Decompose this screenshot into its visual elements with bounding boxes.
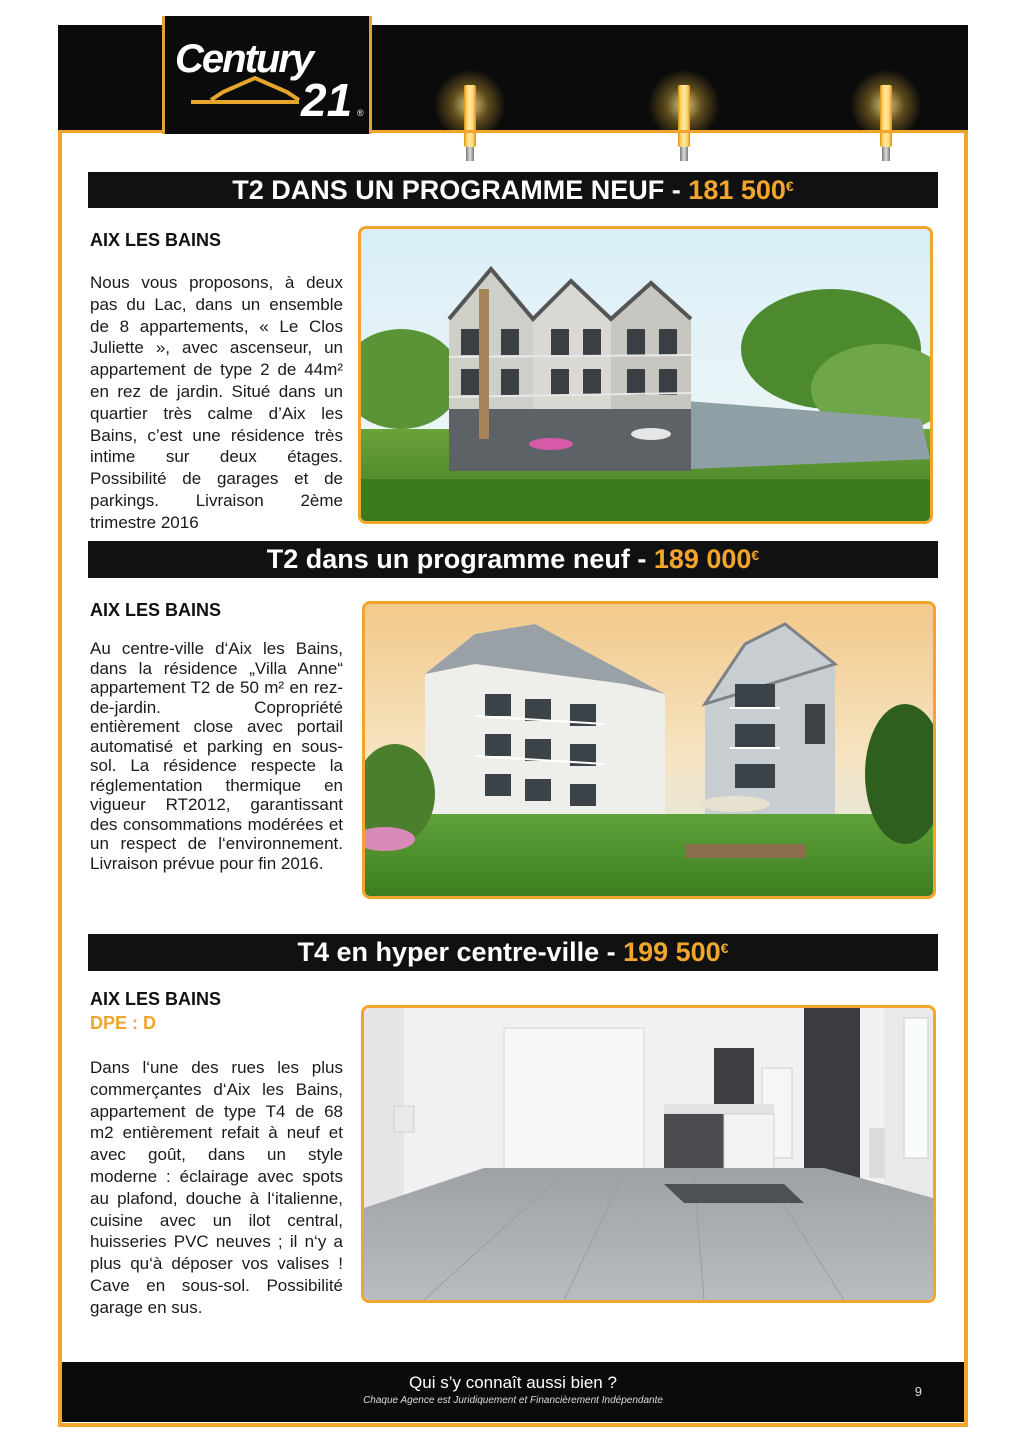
listing-title-bar — [88, 172, 938, 208]
page-number: 9 — [914, 1384, 922, 1399]
listing-photo-residence-villa-anne — [362, 601, 936, 899]
logo-name: Century — [175, 37, 313, 81]
listing-price: 189 000€ — [653, 544, 760, 574]
listing-photo-apartment-interior — [361, 1005, 936, 1303]
listing-photo-residence-le-clos-juliette — [358, 226, 933, 524]
lamp-decoration — [676, 77, 692, 169]
listing-description: Nous vous proposons, à deux pas du Lac, dans un ensemble de 8 appartements, « Le Clos Juliette », avec ascenseur, un appartement de type 2 de 44m² en rez de jardin. Situé dans un quartier très calme d’Aix les Bains, c’est une résidence très intime sur deux étages. Possibilité de garages et de parkings. Livraison 2ème trimestre 2016 — [90, 273, 343, 532]
listing-title: T4 en hyper centre-ville - — [297, 937, 624, 967]
century21-logo — [162, 16, 372, 134]
listing-title-bar — [88, 934, 938, 971]
lamp-decoration — [878, 77, 894, 169]
listing-dpe: DPE : D — [90, 1013, 157, 1033]
listing-city: AIX LES BAINS — [90, 230, 222, 250]
registered-mark: ® — [357, 108, 364, 118]
listing-city: AIX LES BAINS — [90, 600, 222, 620]
listing-price: 199 500€ — [623, 937, 729, 967]
listing-description: Dans l‘une des rues les plus commerçantes d‘Aix les Bains, appartement de type T4 de 68 m2 entièrement refait à neuf et avec goût, dans un style moderne : éclairage avec spots au plafond, douche à l‘italienne, cuisine avec un ilot central, huisseries PVC neuves ; il n‘y a plus qu‘à déposer vos valises ! Cave en sous-sol. Possibilité garage en sus. — [90, 1058, 343, 1317]
listing-title: T2 dans un programme neuf - — [266, 544, 654, 574]
listing-description: Au centre-ville d‘Aix les Bains, dans la résidence „Villa Anne“ appartement T2 de 50 m² en rez-de-jardin. Copropriété entièrement close avec portail automatisé et parking en sous-sol. La résidence respecte la réglementation thermique en vigueur RT2012, garantissant des consommations modérées et un respect de l‘environnement. Livraison prévue pour fin 2016. — [90, 639, 343, 873]
footer-disclaimer: Chaque Agence est Juridiquement et Financièrement Indépendante — [363, 1395, 663, 1406]
logo-number: 21 — [301, 74, 353, 126]
lamp-decoration — [462, 77, 478, 169]
listing-title: T2 DANS UN PROGRAMME NEUF - — [232, 175, 689, 205]
footer-bar — [62, 1362, 964, 1422]
listing-title-bar — [88, 541, 938, 578]
footer-slogan: Qui s’y connaît aussi bien ? — [409, 1373, 617, 1392]
listing-city: AIX LES BAINS — [90, 989, 222, 1009]
listing-price: 181 500€ — [688, 175, 794, 205]
